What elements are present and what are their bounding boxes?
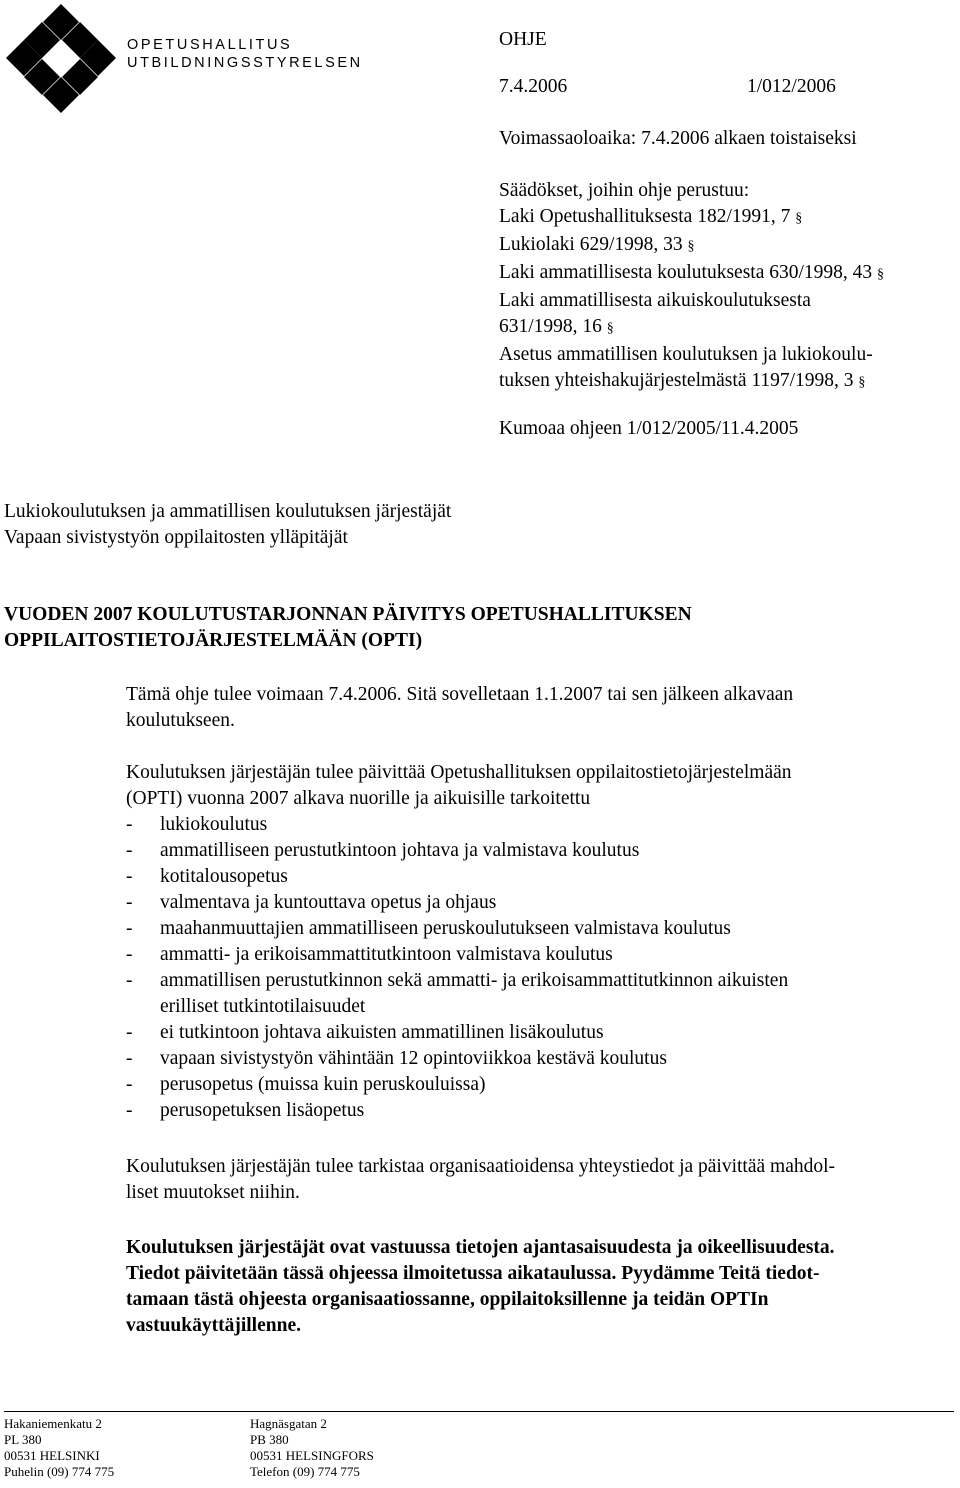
list-item: - ei tutkintoon johtava aikuisten ammatillinen lisäkoulutus bbox=[126, 1022, 604, 1043]
legal-basis bbox=[499, 178, 885, 396]
replaces-note: Kumoaa ohjeen 1/012/2005/11.4.2005 bbox=[499, 418, 799, 439]
doc-number: 1/012/2006 bbox=[747, 76, 836, 97]
legal-basis-item: 631/1998, 16 § bbox=[499, 316, 615, 337]
check-paragraph: Koulutuksen järjestäjän tulee tarkistaa organisaatioidensa yhteystiedot ja päivittää mahdol- liset muutokset niihin. bbox=[126, 1156, 836, 1203]
list-item: - ammatilliseen perustutkintoon johtava ja valmistava koulutus bbox=[126, 840, 640, 861]
recipient: Vapaan sivistystyön oppilaitosten ylläpitäjät bbox=[4, 527, 348, 548]
doc-date: 7.4.2006 bbox=[499, 76, 568, 97]
legal-basis-item: Lukiolaki 629/1998, 33 § bbox=[499, 234, 696, 255]
list-item: - maahanmuuttajien ammatilliseen peruskoulutukseen valmistava koulutus bbox=[126, 918, 731, 939]
organization-name bbox=[127, 36, 363, 72]
org-name-fi: OPETUSHALLITUS bbox=[127, 37, 293, 53]
legal-basis-item: Laki ammatillisesta koulutuksesta 630/1998, 43 § bbox=[499, 262, 886, 283]
list-item: - lukiokoulutus bbox=[126, 814, 268, 835]
footer-address-fi: Hakaniemenkatu 2 PL 380 00531 HELSINKI Puhelin (09) 774 775 bbox=[4, 1416, 115, 1479]
list-item: - perusopetus (muissa kuin peruskouluissa) bbox=[126, 1074, 486, 1095]
list-item: - ammatillisen perustutkinnon sekä ammatti- ja erikoisammattitutkinnon aikuisten bbox=[126, 970, 789, 991]
recipient: Lukiokoulutuksen ja ammatillisen koulutuksen järjestäjät bbox=[4, 501, 452, 522]
responsibility-paragraph: Koulutuksen järjestäjät ovat vastuussa tietojen ajantasaisuudesta ja oikeellisuudesta. Tiedot päivitetään tässä ohjeessa ilmoitetussa aikataulussa. Pyydämme Teitä tiedot- tamaan tästä ohjeesta organisaatiossanne, oppilaitoksillenne ja teidän OPTIn vastuukäyttäjillenne. bbox=[126, 1237, 835, 1336]
legal-basis-title: Säädökset, joihin ohje perustuu: bbox=[499, 180, 750, 201]
legal-basis-item: Laki ammatillisesta aikuiskoulutuksesta bbox=[499, 290, 811, 311]
legal-basis-item: Laki Opetushallituksesta 182/1991, 7 § bbox=[499, 206, 804, 227]
validity: Voimassaoloaika: 7.4.2006 alkaen toistaiseksi bbox=[499, 128, 857, 149]
legal-basis-item: tuksen yhteishakujärjestelmästä 1197/1998, 3 § bbox=[499, 370, 867, 391]
update-paragraph: Koulutuksen järjestäjän tulee päivittää Opetushallituksen oppilaitostietojärjestelmään (OPTI) vuonna 2007 alkava nuorille ja aikuisille tarkoitettu - lukiokoulutus - ammatilliseen perustutkintoon johtava ja valmistava koulutus - kotitalousopetus - valmentava ja kuntouttava opetus ja ohjaus - maahanmuuttajien ammatilliseen peruskoulutukseen valmistava koulutus - ammatti- ja erikoisammattitutkintoon valmistava koulutus - ammatillisen perustutkinnon sekä ammatti- ja erikoisammattitutkinnon aikuisten erilliset tutkintotilaisuudet - ei tutkintoon johtava aikuisten ammatillinen lisäkoulutus - vapaan sivistystyön vähintään 12 opintoviikkoa kestävä koulutus - perusopetus (muissa kuin peruskouluissa) - perusopetuksen lisäopetus bbox=[126, 760, 792, 1124]
list-item-continuation: erilliset tutkintotilaisuudet bbox=[160, 996, 366, 1017]
document-title: VUODEN 2007 KOULUTUSTARJONNAN PÄIVITYS OPETUSHALLITUKSEN OPPILAITOSTIETOJÄRJESTELMÄÄN (OPTI) bbox=[4, 604, 692, 651]
org-name-sv: UTBILDNINGSSTYRELSEN bbox=[127, 55, 363, 71]
list-item: - perusopetuksen lisäopetus bbox=[126, 1100, 365, 1121]
list-item: - kotitalousopetus bbox=[126, 866, 288, 887]
footer-divider bbox=[4, 1411, 954, 1412]
footer-address-sv: Hagnäsgatan 2 PB 380 00531 HELSINGFORS Telefon (09) 774 775 bbox=[250, 1416, 374, 1479]
intro-paragraph: Tämä ohje tulee voimaan 7.4.2006. Sitä sovelletaan 1.1.2007 tai sen jälkeen alkavaan koulutukseen. bbox=[126, 684, 794, 731]
doc-type: OHJE bbox=[499, 29, 547, 50]
opetushallitus-logo bbox=[4, 2, 119, 115]
list-item: - ammatti- ja erikoisammattitutkintoon valmistava koulutus bbox=[126, 944, 613, 965]
recipients bbox=[4, 499, 451, 551]
list-item: - valmentava ja kuntouttava opetus ja ohjaus bbox=[126, 892, 497, 913]
list-item: - vapaan sivistystyön vähintään 12 opintoviikkoa kestävä koulutus bbox=[126, 1048, 667, 1069]
legal-basis-item: Asetus ammatillisen koulutuksen ja lukiokoulu- bbox=[499, 344, 873, 365]
